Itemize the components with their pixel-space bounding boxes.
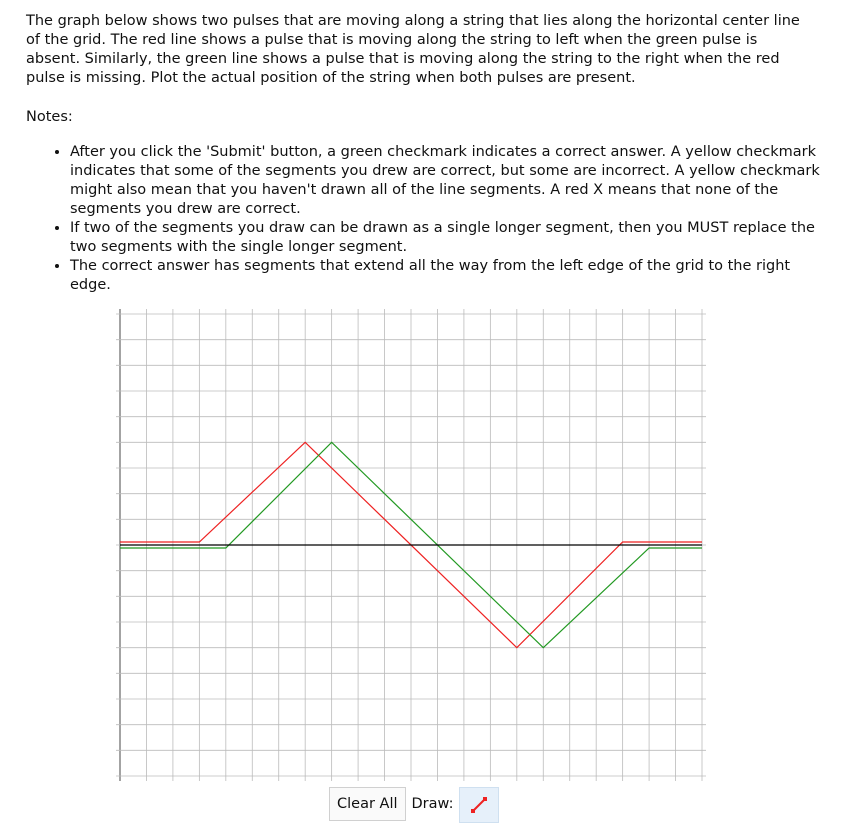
clear-all-button[interactable]: Clear All (329, 787, 406, 821)
draw-label: Draw: (411, 795, 454, 812)
note-item: • The correct answer has segments that extend all the way from the left edge of the grid to the right edge. (70, 257, 830, 295)
instructions-text: The graph below shows two pulses that are moving along a string that lies along the horizontal center line of the grid. The red line shows a pulse that is moving along the string to left when the green pulse is absent. Similarly, the green line shows a pulse that is moving along the string to the right when the red pulse is missing. Plot the actual position of the string when both pulses are present. (26, 13, 800, 86)
drawing-grid[interactable] (100, 300, 720, 790)
line-segment-icon (468, 794, 490, 816)
note-item: • After you click the 'Submit' button, a green checkmark indicates a correct answer. A yellow checkmark indicates that some of the segments you drew are correct, but some are incorrect. A yellow checkmark might also mean that you haven't drawn all of the line segments. A red X means that none of the segments you drew are correct. (70, 143, 830, 219)
toolbar (329, 787, 499, 821)
notes-label: Notes: (26, 109, 73, 125)
note-item: • If two of the segments you draw can be drawn as a single longer segment, then you MUST replace the two segments with the single longer segment. (70, 219, 830, 257)
line-tool-button[interactable] (459, 787, 499, 823)
notes-list (50, 143, 830, 295)
